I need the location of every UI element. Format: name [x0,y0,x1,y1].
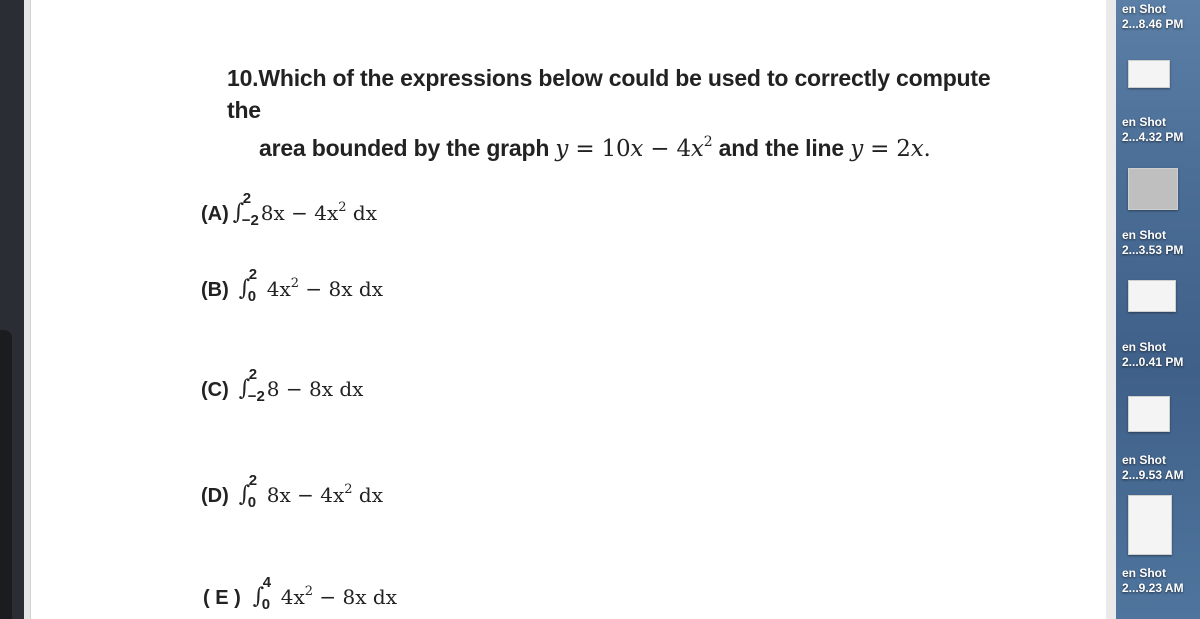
file-thumbnail-icon [1128,280,1176,312]
question-text [227,62,1007,165]
option-a-expression: $8x - 4x^2$ dx [260,200,377,225]
question-number: 10. [227,65,259,91]
screenshot-file[interactable]: en Shot 2...9.53 AM [1122,453,1184,482]
left-window-edge [0,0,30,619]
file-thumbnail-icon [1128,495,1172,555]
file-thumbnail-icon [1128,396,1170,432]
screenshot-file[interactable]: en Shot 2...4.32 PM [1122,115,1184,144]
integral-sign: ∫ 2 −2 [238,366,265,405]
option-c: (C) ∫ 2 −2 8 − 8x dx [201,366,364,405]
question-line1: Which of the expressions below could be used to correctly compute the [227,65,991,123]
question-line2: area bounded by the graph $y = 10x - 4x^2$ and the line y = 2x. [259,134,931,162]
option-d-expression: $8x - 4x^2$ dx [266,482,383,507]
screenshot-file[interactable]: en Shot 2...9.23 AM [1122,566,1184,595]
screenshot-file[interactable]: en Shot 2...0.41 PM [1122,340,1184,369]
screenshot-file[interactable]: en Shot 2...3.53 PM [1122,228,1184,257]
option-e-expression: $4x^2 - 8x$ dx [280,584,397,609]
option-b: (B) ∫ 2 0 $4x^2 - 8x$ dx [201,266,383,305]
option-b-expression: $4x^2 - 8x$ dx [266,276,383,301]
integral-sign: ∫ 2 −2 [232,190,259,229]
option-c-expression: 8 − 8x dx [266,377,364,401]
option-a: (A) ∫ 2 −2 $8x - 4x^2$ dx [201,190,377,229]
desktop-sidebar [1106,0,1200,619]
option-d: (D) ∫ 2 0 $8x - 4x^2$ dx [201,472,383,511]
file-thumbnail-icon [1128,168,1178,210]
option-e: ( E ) ∫ 4 0 $4x^2 - 8x$ dx [203,574,397,613]
integral-sign: ∫ 2 0 [238,266,258,305]
integral-sign: ∫ 4 0 [252,574,272,613]
dock-edge [0,330,12,619]
file-thumbnail-icon [1128,60,1170,88]
document-page [30,0,1107,619]
integral-sign: ∫ 2 0 [238,472,258,511]
screenshot-file[interactable]: en Shot 2...8.46 PM [1122,2,1184,31]
